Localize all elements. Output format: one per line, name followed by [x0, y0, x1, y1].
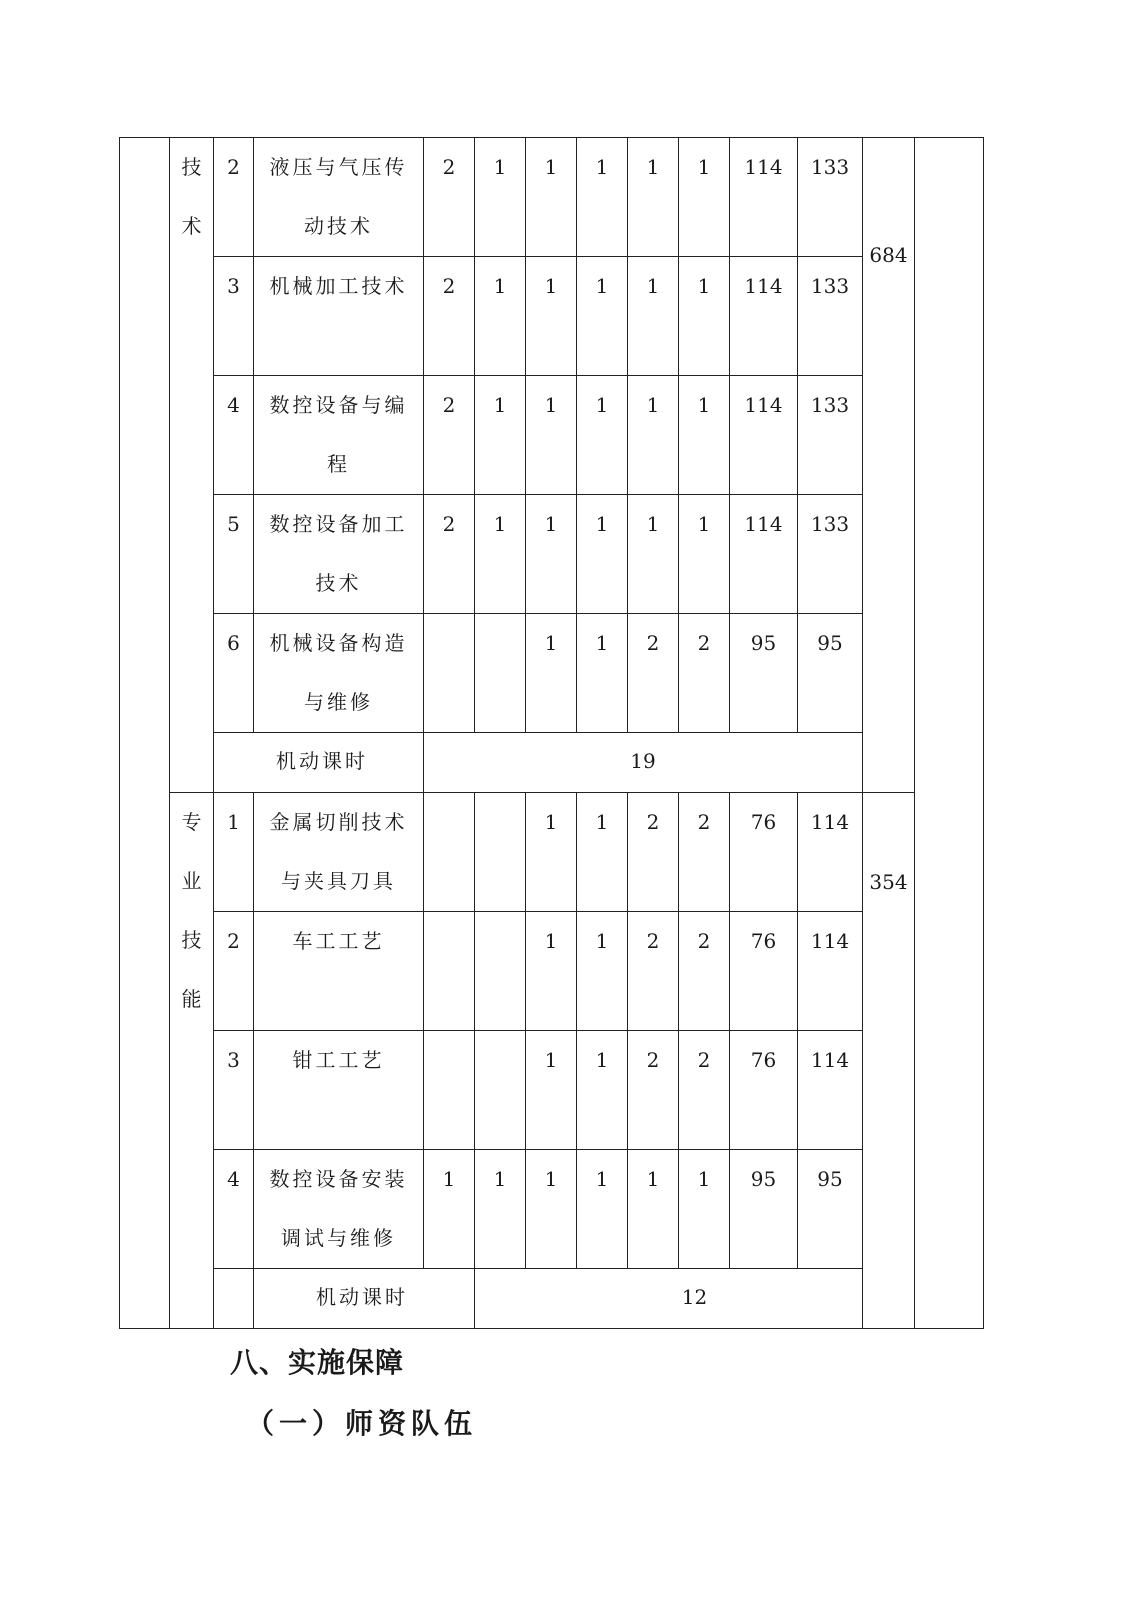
- cell: 1: [628, 1150, 679, 1269]
- cell: 1: [679, 376, 730, 495]
- cell: 114: [730, 376, 798, 495]
- cell: 114: [798, 793, 863, 912]
- blank-cell: [214, 1269, 254, 1329]
- group-label-char: 能: [181, 987, 202, 1011]
- subsection-heading: （一）师资队伍: [246, 1407, 478, 1440]
- cell: 1: [526, 614, 577, 733]
- cell: 1: [577, 1150, 628, 1269]
- cell: 95: [798, 614, 863, 733]
- cell: 2: [424, 138, 475, 257]
- cell: 1: [577, 793, 628, 912]
- cell: 76: [730, 1031, 798, 1150]
- group-label-char: 技: [181, 928, 202, 952]
- course-no: 4: [214, 1150, 254, 1269]
- motor-hours-label: 机动课时: [254, 1269, 475, 1329]
- group-total: 684: [869, 243, 908, 267]
- table-row: [120, 614, 984, 733]
- cell: 1: [577, 376, 628, 495]
- group-label-char: 术: [181, 214, 202, 238]
- course-name: 车工工艺: [254, 912, 424, 1031]
- course-name: 机械设备构造与维修: [254, 614, 424, 733]
- cell: 114: [798, 1031, 863, 1150]
- cell: 1: [577, 614, 628, 733]
- table-row: [120, 495, 984, 614]
- cell: 1: [679, 1150, 730, 1269]
- cell: [424, 614, 475, 733]
- cell: 114: [798, 912, 863, 1031]
- cell: 1: [679, 138, 730, 257]
- table-row: [120, 912, 984, 1031]
- table-row: [120, 733, 984, 793]
- cell: [424, 793, 475, 912]
- cell: [424, 1031, 475, 1150]
- cell: 1: [475, 1150, 526, 1269]
- course-name: 数控设备安装调试与维修: [254, 1150, 424, 1269]
- cell: 2: [679, 912, 730, 1031]
- course-hours-table: [119, 137, 984, 1329]
- table-row: [120, 1031, 984, 1150]
- group-label-char: 技: [181, 155, 202, 179]
- course-no: 4: [214, 376, 254, 495]
- cell: [475, 614, 526, 733]
- cell: 1: [526, 793, 577, 912]
- cell: [475, 1031, 526, 1150]
- cell: 2: [628, 614, 679, 733]
- cell: 2: [679, 793, 730, 912]
- group-label-cell: [170, 138, 214, 793]
- cell: 2: [628, 912, 679, 1031]
- cell: 1: [526, 1031, 577, 1150]
- cell: 1: [679, 257, 730, 376]
- cell: 95: [730, 614, 798, 733]
- cell: 1: [526, 495, 577, 614]
- cell: 76: [730, 793, 798, 912]
- table-row: [120, 1150, 984, 1269]
- blank-cell: [915, 138, 984, 1329]
- course-name: 金属切削技术与夹具刀具: [254, 793, 424, 912]
- motor-hours-value: 12: [475, 1269, 915, 1329]
- cell: 1: [628, 138, 679, 257]
- group-total-cell: [863, 793, 915, 1329]
- course-no: 3: [214, 1031, 254, 1150]
- cell: 1: [475, 138, 526, 257]
- cell: 133: [798, 138, 863, 257]
- course-name: 钳工工艺: [254, 1031, 424, 1150]
- cell: 1: [526, 376, 577, 495]
- cell: [475, 793, 526, 912]
- course-name: 液压与气压传动技术: [254, 138, 424, 257]
- group-label-char: 业: [181, 869, 202, 893]
- cell: 1: [475, 376, 526, 495]
- cell: 95: [730, 1150, 798, 1269]
- table-row: [120, 1269, 984, 1329]
- blank-cell: [120, 138, 170, 1329]
- cell: 2: [424, 376, 475, 495]
- motor-hours-value: 19: [424, 733, 863, 793]
- cell: 114: [730, 257, 798, 376]
- cell: 1: [577, 138, 628, 257]
- cell: 114: [730, 495, 798, 614]
- cell: 1: [628, 495, 679, 614]
- cell: 95: [798, 1150, 863, 1269]
- course-name: 数控设备与编程: [254, 376, 424, 495]
- group-label-cell: [170, 793, 214, 1329]
- cell: 76: [730, 912, 798, 1031]
- table-row: [120, 376, 984, 495]
- motor-hours-label: 机动课时: [214, 733, 424, 793]
- cell: [475, 912, 526, 1031]
- cell: 2: [424, 257, 475, 376]
- cell: 1: [526, 138, 577, 257]
- cell: 1: [577, 257, 628, 376]
- cell: 1: [526, 912, 577, 1031]
- course-name: 数控设备加工技术: [254, 495, 424, 614]
- cell: 1: [526, 257, 577, 376]
- cell: 133: [798, 376, 863, 495]
- group-label-char: 专: [181, 810, 202, 834]
- cell: 1: [577, 912, 628, 1031]
- course-no: 6: [214, 614, 254, 733]
- cell: 2: [679, 614, 730, 733]
- group-total: 354: [869, 870, 908, 894]
- course-no: 2: [214, 138, 254, 257]
- cell: 2: [628, 793, 679, 912]
- cell: 114: [730, 138, 798, 257]
- cell: 133: [798, 495, 863, 614]
- table-row: [120, 793, 984, 912]
- cell: 1: [679, 495, 730, 614]
- section-heading: 八、实施保障: [230, 1346, 405, 1379]
- cell: 2: [628, 1031, 679, 1150]
- course-name: 机械加工技术: [254, 257, 424, 376]
- table-row: [120, 138, 984, 257]
- cell: 1: [628, 376, 679, 495]
- table-row: [120, 257, 984, 376]
- cell: 1: [526, 1150, 577, 1269]
- cell: [424, 912, 475, 1031]
- cell: 1: [475, 257, 526, 376]
- cell: 133: [798, 257, 863, 376]
- course-no: 5: [214, 495, 254, 614]
- course-no: 1: [214, 793, 254, 912]
- course-no: 2: [214, 912, 254, 1031]
- cell: 2: [424, 495, 475, 614]
- course-no: 3: [214, 257, 254, 376]
- cell: 1: [577, 495, 628, 614]
- cell: 2: [679, 1031, 730, 1150]
- cell: 1: [577, 1031, 628, 1150]
- cell: 1: [424, 1150, 475, 1269]
- group-total-cell: [863, 138, 915, 793]
- cell: 1: [475, 495, 526, 614]
- cell: 1: [628, 257, 679, 376]
